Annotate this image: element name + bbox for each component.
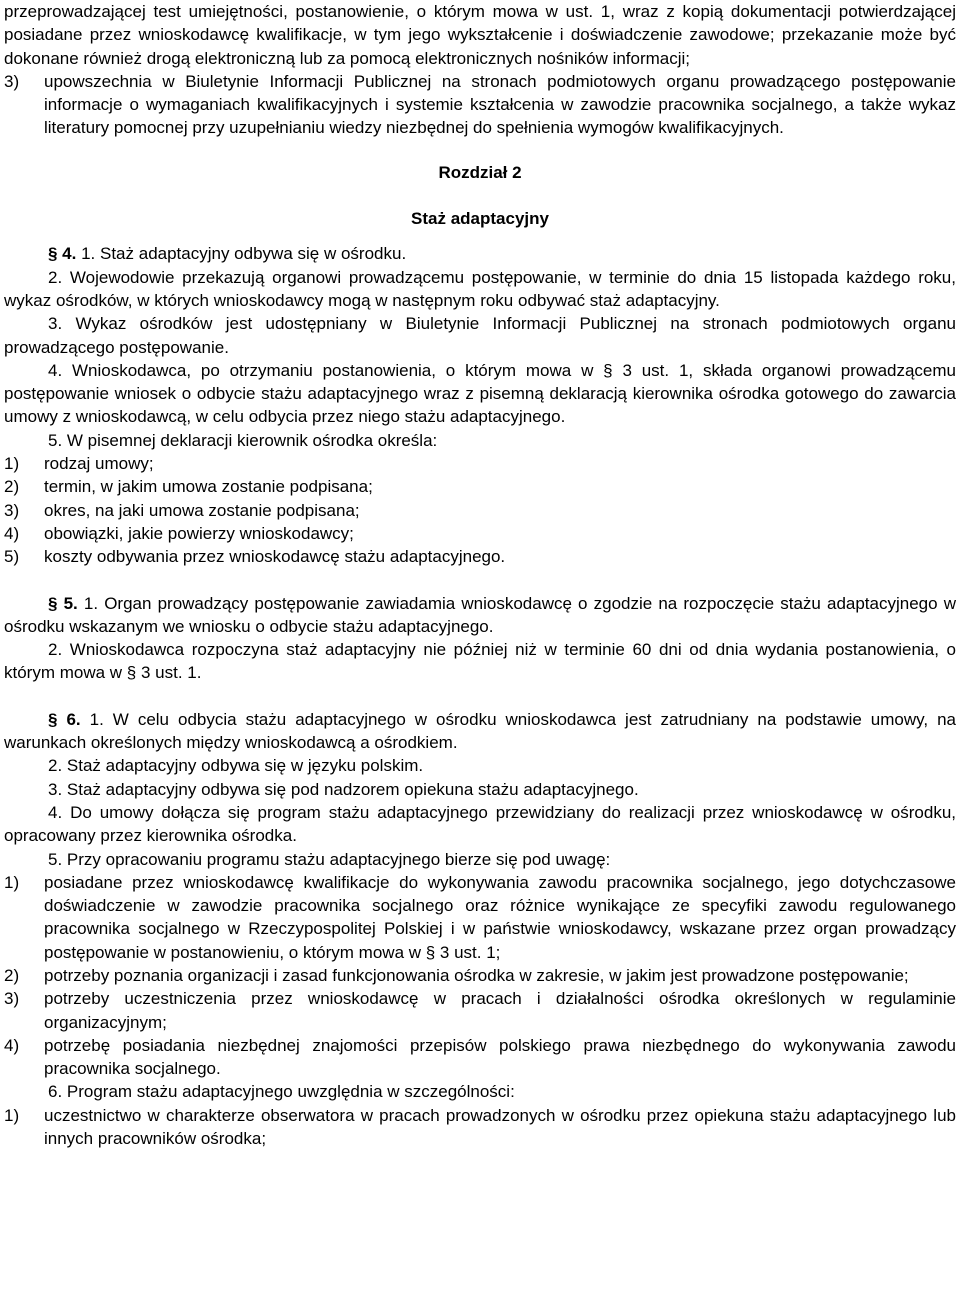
paragraph-4-sentence-2: 2. Wojewodowie przekazują organowi prowadzącemu postępowanie, w terminie do dnia 15 listopada każdego roku, wykaz ośrodków, w których wnioskodawcy mogą w następnym roku odbywać staż adaptacyjny. <box>4 267 956 310</box>
paragraph-label: § 6. <box>48 709 81 729</box>
list-item: 1) uczestnictwo w charakterze obserwatora w pracach prowadzonych w ośrodku przez opiekuna stażu adaptacyjnego lub innych pracowników ośrodka; <box>4 1105 956 1149</box>
list-item: 2) potrzeby poznania organizacji i zasad funkcjonowania ośrodka w zakresie, w jakim jest prowadzone postępowanie; <box>4 965 909 985</box>
paragraph-4-sentence-3: 3. Wykaz ośrodków jest udostępniany w Biuletynie Informacji Publicznej na stronach podmiotowych organu prowadzącego postępowanie. <box>4 314 956 357</box>
chapter-number: Rozdział 2 <box>438 162 522 182</box>
list-item: 3) potrzeby uczestniczenia przez wnioskodawcę w pracach i działalności ośrodka określonych w regulaminie organizacyjnym; <box>4 989 956 1032</box>
list-item-number: 3) <box>4 71 20 91</box>
paragraph-6-sentence-6: 6. Program stażu adaptacyjnego uwzględnia w szczególności: <box>48 1082 515 1102</box>
paragraph-6-sentence-4: 4. Do umowy dołącza się program stażu adaptacyjnego przewidziany do realizacji przez wnioskodawcę w ośrodku, opracowany przez kierownika ośrodka. <box>4 802 956 846</box>
list-item <box>4 70 956 140</box>
paragraph-6-sentence-1: § 6. 1. W celu odbycia stażu adaptacyjnego w ośrodku wnioskodawca jest zatrudniany na podstawie umowy, na warunkach określonych między wnioskodawcą a ośrodkiem. <box>4 709 957 753</box>
paragraph-6-sentence-3: 3. Staż adaptacyjny odbywa się pod nadzorem opiekuna stażu adaptacyjnego. <box>48 779 639 799</box>
paragraph-4-list <box>4 452 956 568</box>
paragraph-6-sentence-2: 2. Staż adaptacyjny odbywa się w języku polskim. <box>48 756 424 776</box>
paragraph-6-sentence-5: 5. Przy opracowaniu programu stażu adaptacyjnego bierze się pod uwagę: <box>48 849 611 869</box>
paragraph-label: § 4. <box>48 244 77 264</box>
intro-paragraph: przeprowadzającej test umiejętności, postanowienie, o którym mowa w ust. 1, wraz z kopią dokumentacji potwierdzającej posiadane przez wnioskodawcę kwalifikacje, w tym jego wykształcenie i doświadczenie zawodowe; przekazanie może być dokonane również drogą elektroniczną lub za pomocą elektronicznych nośników informacji; <box>4 2 956 68</box>
list-item: 4) potrzebę posiadania niezbędnej znajomości przepisów polskiego prawa niezbędnego do wykonywania zawodu pracownika socjalnego. <box>4 1035 956 1079</box>
paragraph-5-sentence-1: § 5. 1. Organ prowadzący postępowanie zawiadamia wnioskodawcę o zgodzie na rozpoczęcie stażu adaptacyjnego w ośrodku wskazanym we wniosku o odbycie stażu adaptacyjnego. <box>4 593 956 636</box>
paragraph-6-list-5 <box>4 871 956 1081</box>
list-item: 1) posiadane przez wnioskodawcę kwalifikacje do wykonywania zawodu pracownika socjalnego, jego dotychczasowe doświadczenie w zawodzie pracownika socjalnego oraz różnice wynikające ze specyfiki zawodu regulowanego pracownika socjalnego w Rzeczypospolitej Polskiej i w państwie wnioskodawcy, wskazane przez organ prowadzący postępowanie w postanowieniu, o którym mowa w § 3 ust. 1; <box>4 872 956 962</box>
document-page <box>4 0 956 1150</box>
list-item: 4) obowiązki, jakie powierzy wnioskodawcy; <box>4 523 354 543</box>
list-item-text: upowszechnia w Biuletynie Informacji Publicznej na stronach podmiotowych organu prowadzącego postępowanie informacje o wymaganiach kwalifikacyjnych i systemie kształcenia w zawodzie pracownika socjalnego, a także wykaz literatury pomocnej przy uzupełnianiu wiedzy niezbędnej do spełnienia wymogów kwalifikacyjnych. <box>44 71 956 138</box>
chapter-title: Staż adaptacyjny <box>411 209 549 229</box>
paragraph-4-sentence-4: 4. Wnioskodawca, po otrzymaniu postanowienia, o którym mowa w § 3 ust. 1, składa organowi prowadzącemu postępowanie wniosek o odbycie stażu adaptacyjnego wraz z pisemną deklaracją kierownika ośrodka gotowego do zawarcia umowy z wnioskodawcą, w celu odbycia przez niego stażu adaptacyjnego. <box>4 360 956 427</box>
paragraph-4-sentence-1: § 4. 1. Staż adaptacyjny odbywa się w ośrodku. <box>48 244 407 264</box>
paragraph-label: § 5. <box>48 593 78 613</box>
list-item: 5) koszty odbywania przez wnioskodawcę stażu adaptacyjnego. <box>4 547 506 567</box>
list-item: 2) termin, w jakim umowa zostanie podpisana; <box>4 477 373 497</box>
list-item: 3) okres, na jaki umowa zostanie podpisana; <box>4 500 360 520</box>
paragraph-6-list-6 <box>4 1104 956 1151</box>
paragraph-5-sentence-2: 2. Wnioskodawca rozpoczyna staż adaptacyjny nie później niż w terminie 60 dni od dnia wydania postanowienia, o którym mowa w § 3 ust. 1. <box>4 640 956 683</box>
list-item: 1) rodzaj umowy; <box>4 454 154 474</box>
paragraph-4-sentence-5: 5. W pisemnej deklaracji kierownik ośrodka określa: <box>48 430 438 450</box>
